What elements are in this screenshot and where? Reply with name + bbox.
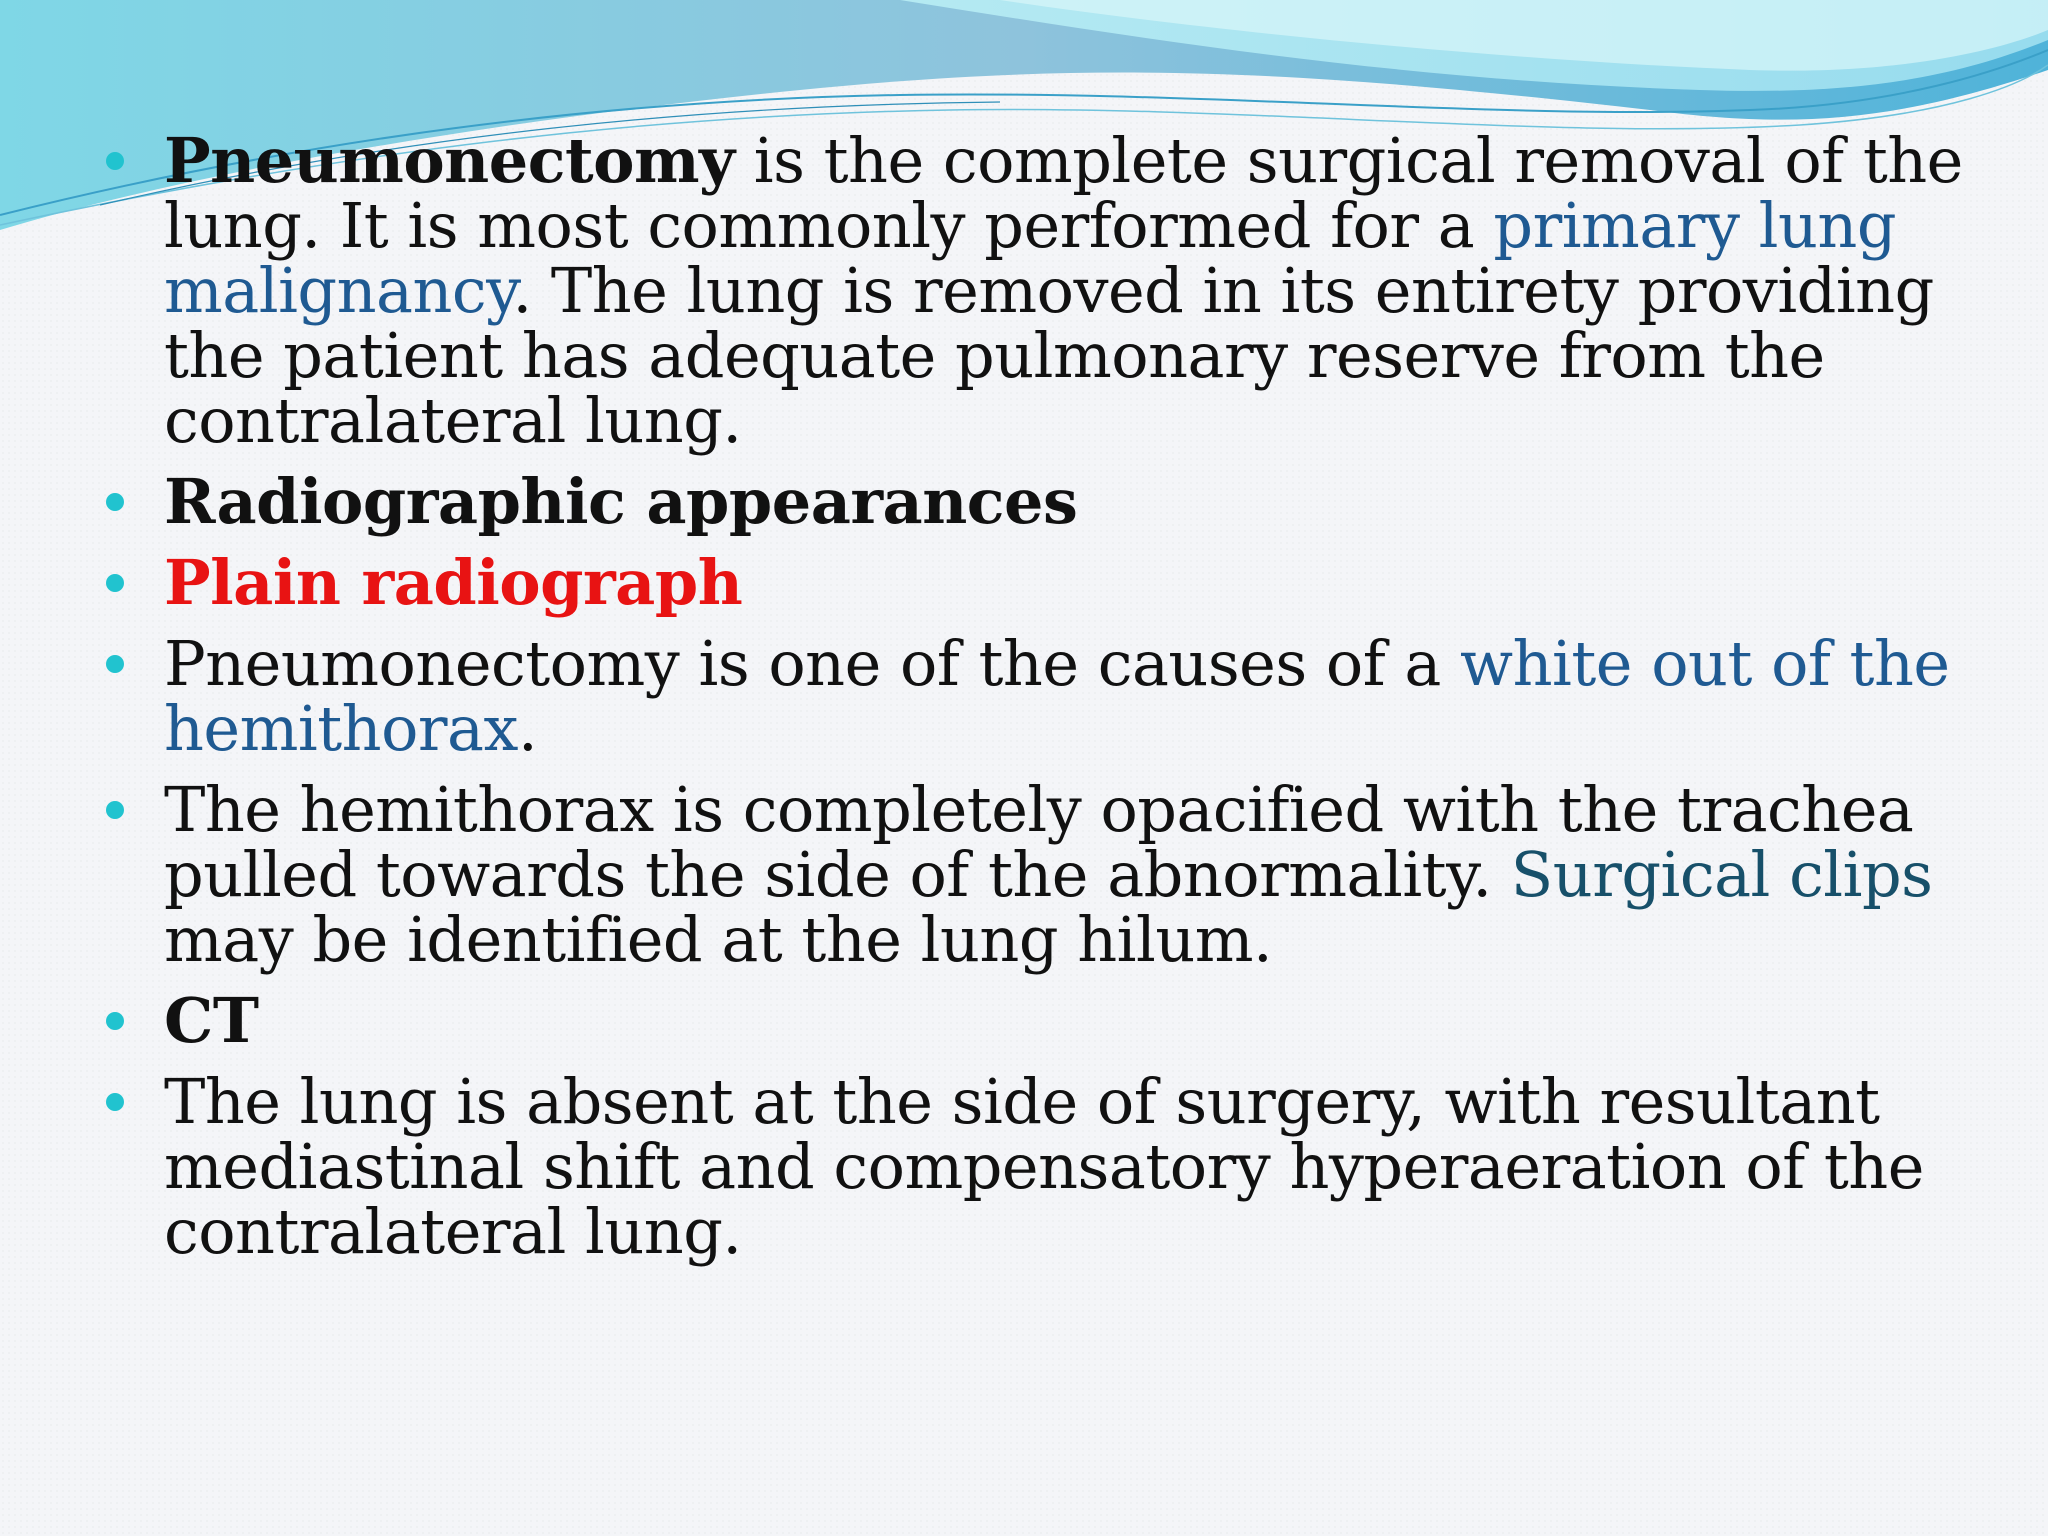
heading-plain-radiograph: Plain radiograph (164, 546, 743, 619)
bullet-white-out (100, 627, 2000, 765)
bullet-pneumonectomy-definition (100, 124, 2000, 457)
term-pneumonectomy: Pneumonectomy (164, 124, 735, 197)
bullet-ct (100, 984, 2000, 1057)
bullet-text: . The lung is removed in its entirety providing the patient has adequate pulmonary reserve from the contralateral lung. (164, 254, 1934, 457)
bullet-text: is the complete surgical removal of the lung. It is most commonly performed for a (164, 124, 1963, 262)
bullet-dot-icon (106, 1093, 124, 1111)
link-surgical-clips[interactable]: Surgical clips (1510, 838, 1933, 911)
bullet-text: . (517, 692, 538, 765)
bullet-dot-icon (106, 1012, 124, 1030)
bullet-dot-icon (106, 655, 124, 673)
bullet-text: may be identified at the lung hilum. (164, 903, 1273, 976)
bullet-dot-icon (106, 574, 124, 592)
bullet-opacified-hemithorax (100, 773, 2000, 976)
bullet-dot-icon (106, 801, 124, 819)
link-primary-lung-malignancy[interactable]: primary lung malignancy (164, 189, 1897, 327)
heading-ct: CT (164, 984, 259, 1057)
heading-radiographic-appearances: Radiographic appearances (164, 465, 1078, 538)
bullet-list (100, 124, 2000, 1280)
link-white-out-hemithorax[interactable]: white out of the hemithorax (164, 627, 1950, 765)
bullet-dot-icon (106, 493, 124, 511)
bullet-radiographic-appearances (100, 465, 2000, 538)
bullet-text: Pneumonectomy is one of the causes of a (164, 627, 1461, 700)
bullet-ct-findings (100, 1065, 2000, 1268)
bullet-text: The hemithorax is completely opacified with the trachea pulled towards the side of the abnormality. (164, 773, 1914, 911)
bullet-dot-icon (106, 152, 124, 170)
bullet-plain-radiograph (100, 546, 2000, 619)
bullet-text: The lung is absent at the side of surgery, with resultant mediastinal shift and compensatory hyperaeration of the contralateral lung. (164, 1065, 1924, 1268)
